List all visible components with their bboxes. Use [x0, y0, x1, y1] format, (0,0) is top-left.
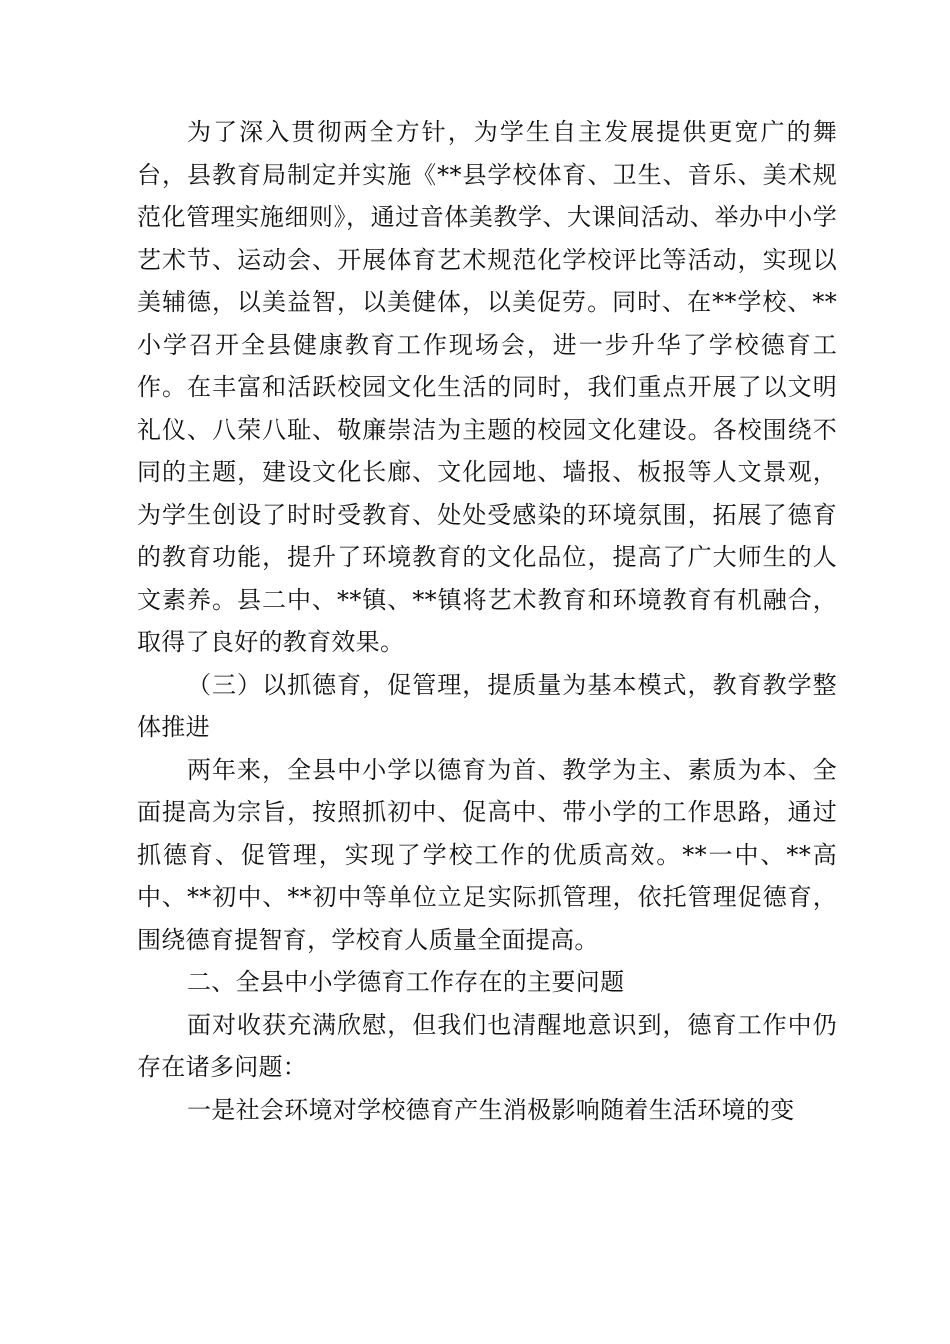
section-heading-3: （三）以抓德育，促管理，提质量为基本模式，教育教学整体推进: [137, 670, 837, 741]
document-body: [137, 111, 837, 1131]
paragraph-problem-one: 一是社会环境对学校德育产生消极影响随着生活环境的变: [187, 1095, 795, 1124]
paragraph-aesthetic-education: 为了深入贯彻两全方针，为学生自主发展提供更宽广的舞台，县教育局制定并实施《**县学校体育、卫生、音乐、美术规范化管理实施细则》，通过音体美教学、大课间活动、举办中小学艺术节、运动会、开展体育艺术规范化学校评比等活动，实现以美辅德，以美益智，以美健体，以美促劳。同时、在**学校、**小学召开全县健康教育工作现场会，进一步升华了学校德育工作。在丰富和活跃校园文化生活的同时，我们重点开展了以文明礼仪、八荣八耻、敬廉崇洁为主题的校园文化建设。各校围绕不同的主题，建设文化长廊、文化园地、墙报、板报等人文景观，为学生创设了时时受教育、处处受感染的环境氛围，拓展了德育的教育功能，提升了环境教育的文化品位，提高了广大师生的人文素养。县二中、**镇、**镇将艺术教育和环境教育有机融合，取得了良好的教育效果。: [137, 118, 837, 656]
paragraph-problems-intro: 面对收获充满欣慰，但我们也清醒地意识到，德育工作中仍存在诸多问题：: [137, 1010, 837, 1081]
section-heading-problems: 二、全县中小学德育工作存在的主要问题: [187, 968, 625, 996]
paragraph-two-years: 两年来，全县中小学以德育为首、教学为主、素质为本、全面提高为宗旨，按照抓初中、促高中、带小学的工作思路，通过抓德育、促管理，实现了学校工作的优质高效。**一中、**高中、**初中、**初中等单位立足实际抓管理，依托管理促德育，围绕德育提智育，学校育人质量全面提高。: [137, 755, 837, 954]
